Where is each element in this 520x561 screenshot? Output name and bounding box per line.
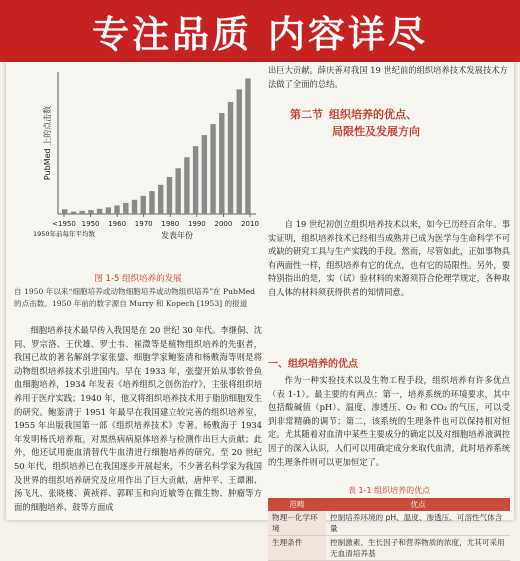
- figure-title: 图 1-5 组织培养的发展: [94, 274, 182, 284]
- chart-bar: [79, 211, 84, 214]
- table-cell: 物理－化学环境: [268, 511, 326, 536]
- chart-bar: [167, 177, 172, 214]
- right-body-text-2: 作为一种实验技术以及生物工程手段，组织培养有许多优点（表 1-1）。最主要的有两点：第一，培养系统的环境要求，其中包括酸碱值（pH）、温度、渗透压、O₂ 和 CO₂ 的气压，可以受到非常精确的调节；第二，该系统的生理条件也可以保持相对恒定。尤其随着对血清中某些主要成分的确定以及对细胞培养液调控因子的深入认识，人们可以用确定成分来取代血清，此时培养系统的生理条件则可以更加恒定了。: [268, 375, 510, 467]
- chart-bar: [141, 196, 146, 214]
- x-tick-sublabel: 1950年前每年平均数: [32, 230, 96, 238]
- chart-bar: [228, 102, 233, 214]
- table-row: [268, 511, 510, 536]
- chart-bar: [193, 146, 198, 214]
- chart-bar: [237, 89, 242, 214]
- book-page: [6, 62, 514, 558]
- table-cell: 控制激素、生长因子和营养物质的浓度，尤其可采用无血清培养基: [326, 536, 510, 561]
- table-cell: 控制培养环境的 pH、温度、渗透压、可溶性气体含量: [326, 511, 510, 536]
- subheading: 一、组织培养的优点: [268, 359, 358, 370]
- right-column: [268, 62, 510, 558]
- x-tick-label: <1950: [52, 220, 76, 228]
- table-header: 范畴: [268, 498, 326, 511]
- chart-bar: [97, 209, 102, 214]
- pubmed-bar-chart: [14, 64, 262, 270]
- right-body-text: 自 19 世纪初创立组织培养技术以来，如今已历经百余年。事实证明，组织培养技术已经相当成熟并已成为医学与生命科学不可或缺的研究工具与生产实践的手段。然而，尽管如此，正如事物具有两面性一样，组织培养有它的优点，也有它的局限性。另外，要特别指出的是，实（试）验材料的来源须符合伦理学规定，各种取自人体的材料须获得供者的知情同意。: [268, 219, 510, 297]
- left-body-text: 细胞培养技术最早传入我国是在 20 世纪 30 年代。李继侗、沈同、罗宗洛、王伏雄、罗士韦、崔澂等是植物组织培养的先驱者，我国已故的著名解剖学家张鋆、细胞学家鲍鉴清和杨敷海等则是将动物组织培养技术引进国内。早在 1933 年，张鋆开始从事软骨鱼血细胞培养，1934 年发表《培养组织之创伤治疗》，主张将组织培养用于医疗实践；1940 年，他又将组织培养技术用于脂肪细胞发生的研究。鲍鉴清于 1951 年最早在我国建立较完善的组织培养室，1955 年出版我国第一部《组织培养技术》专著。杨敷海于 1934 年发明杨氏培养瓶，对黑热病病原体培养与检测作出巨大贡献；此外，他还试用鹿血清替代牛血清进行细胞培养的研究。至 20 世纪 50 年代，组织培养已在我国逐步开展起来，不少著名科学家为我国及世界的组织培养研究及应用作出了巨大贡献，唐仲平、王谭湘、汤飞凡、张晓楼、黄祯祥、郭晖玉和向近敏等在微生物、肿瘤等方面的细胞培养、鼓等方面成: [14, 325, 262, 512]
- chart-bar: [132, 200, 137, 214]
- banner-text: 专注品质 内容详尽: [92, 13, 428, 56]
- section-heading: [268, 106, 510, 140]
- x-axis-label: 发表年份: [161, 231, 193, 240]
- chart-bar: [184, 157, 189, 214]
- table-cell: 生理条件: [268, 536, 326, 561]
- chart-bar: [175, 168, 180, 214]
- chart-bar: [62, 209, 67, 214]
- table-row: [268, 536, 510, 561]
- x-tick-label: 1970: [134, 220, 153, 228]
- chart-bar: [219, 113, 224, 214]
- section-title-line2: 局限性及发展方向: [332, 125, 420, 138]
- chart-bar: [88, 210, 93, 214]
- chart-bar: [158, 185, 163, 214]
- chart-bar: [71, 212, 76, 214]
- figure-caption: 自 1950 年以来“细胞培养或动物细胞培养或动物组织培养”在 PubMed 的点击数。1950 年前的数字源自 Murry 和 Kopech [1953] 的报道: [14, 287, 255, 308]
- chart-bar: [149, 191, 154, 214]
- advantages-table: [268, 498, 510, 561]
- table-title: 表 1-1 组织培养的优点: [347, 486, 431, 495]
- x-tick-label: 2010: [241, 220, 259, 228]
- chart-bar: [123, 203, 128, 214]
- promo-banner: [0, 0, 520, 62]
- y-axis-label: PubMed 上的点击数: [43, 105, 52, 181]
- chart-bar: [114, 205, 119, 214]
- section-title-line1: 组织培养的优点、: [329, 108, 417, 121]
- x-tick-label: 1950: [81, 220, 100, 228]
- section-number: 第二节: [290, 108, 323, 121]
- left-column: [14, 62, 262, 520]
- table-header: 优点: [326, 498, 510, 511]
- x-tick-label: 1960: [108, 220, 127, 228]
- x-tick-label: 2000: [214, 220, 233, 228]
- chart-bar: [106, 207, 111, 214]
- chart-bar: [245, 78, 250, 214]
- chart-bar: [210, 124, 215, 214]
- x-tick-label: 1980: [161, 220, 180, 228]
- x-tick-label: 1990: [187, 220, 206, 228]
- chart-bar: [202, 135, 207, 214]
- right-top-text: 出巨大贡献。薛庆善对我国 19 世纪前的组织培养技术发展技术方法做了全面的总结。: [268, 65, 508, 89]
